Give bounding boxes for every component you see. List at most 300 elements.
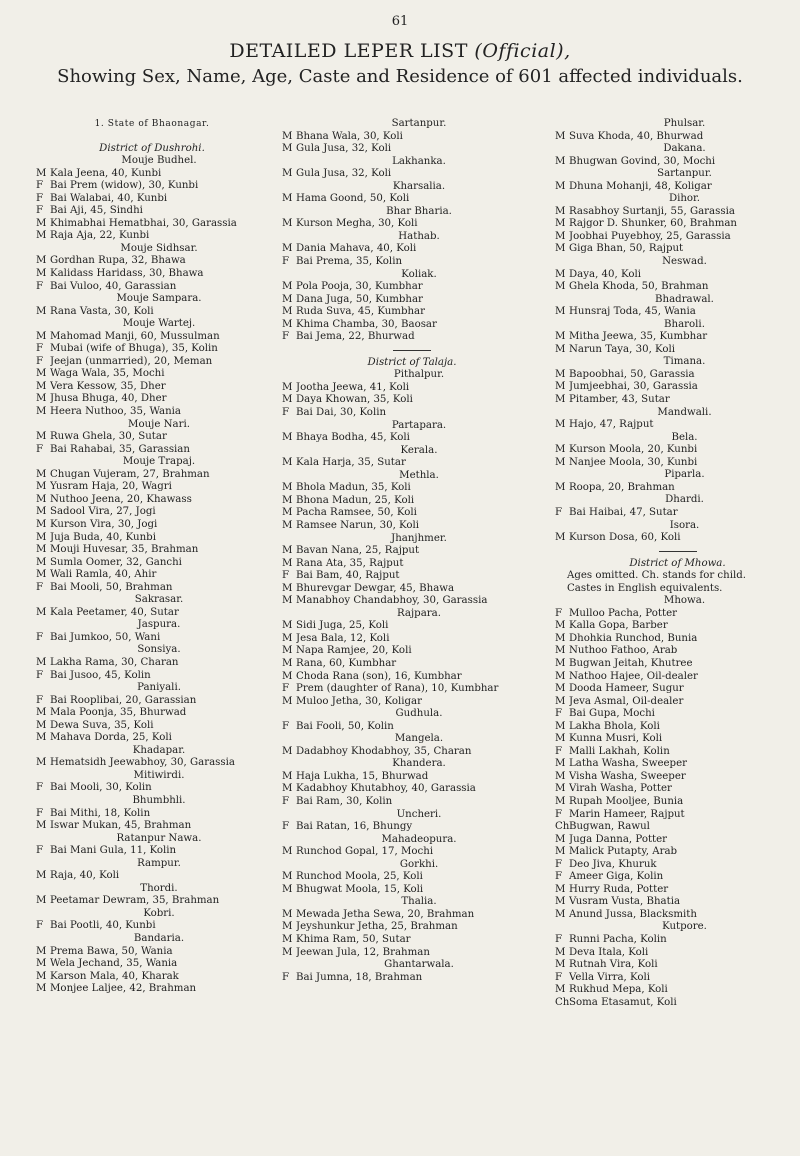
leper-entry (282, 721, 542, 734)
entry-text: Ramsee Narun, 30, Koli (296, 519, 420, 531)
entry-text: Kala Jeena, 40, Kunbi (50, 167, 162, 179)
leper-entry (555, 331, 800, 344)
sex-code: M (282, 871, 293, 883)
entry-text: Gula Jusa, 32, Koli (296, 168, 392, 180)
leper-entry (282, 583, 542, 596)
place-heading: Bhumbhli. (132, 794, 186, 806)
entry-text: Bai Ratan, 16, Bhungy (296, 821, 413, 833)
sex-code: M (282, 921, 293, 933)
entry-text: Hurry Ruda, Potter (569, 883, 669, 895)
sex-code: M (555, 130, 566, 142)
place-heading: Rajpara. (397, 607, 441, 619)
entry-text: Ghela Khoda, 50, Brahman (569, 281, 709, 293)
entry-text: Dhuna Mohanji, 48, Koligar (569, 180, 712, 192)
place-heading: Neswad. (662, 256, 707, 268)
sex-code: M (282, 243, 293, 255)
leper-entry (36, 168, 268, 181)
sex-code: M (282, 306, 293, 318)
entry-text: Bai Walabai, 40, Kunbi (50, 192, 168, 204)
leper-entry (282, 218, 542, 231)
place-heading: Khandera. (392, 758, 446, 770)
leper-entry (282, 193, 542, 206)
place-heading: Mouje Nari. (128, 418, 190, 430)
leper-entry (555, 683, 800, 696)
place-heading: Mouje Sampara. (116, 293, 202, 305)
leper-entry (36, 444, 268, 457)
place-heading: Khadapar. (132, 744, 186, 756)
entry-text: Chugan Vujeram, 27, Brahman (50, 468, 210, 480)
leper-entry (282, 771, 542, 784)
entry-text: Ruwa Ghela, 30, Sutar (50, 431, 167, 443)
place-heading: Thordi. (140, 882, 178, 894)
entry-text: Bugwan, Rawul (569, 821, 650, 833)
sex-code: M (282, 620, 293, 632)
sex-code: M (36, 406, 47, 418)
leper-entry (555, 809, 800, 822)
sex-code: M (555, 984, 566, 996)
sex-code: F (36, 807, 44, 819)
entry-text: Kadabhoy Khutabhoy, 40, Garassia (296, 783, 476, 795)
sex-code: M (282, 168, 293, 180)
entry-text: Bhugwat Moola, 15, Koli (296, 883, 424, 895)
district-heading: District of Talaja. (367, 356, 457, 368)
leper-entry (555, 633, 800, 646)
leper-entry (36, 368, 268, 381)
sex-code: M (36, 167, 47, 179)
entry-text: Deo Jiva, Khuruk (569, 858, 657, 870)
leper-entry (555, 608, 800, 621)
entry-text: Muloo Jetha, 30, Koligar (296, 695, 422, 707)
title-official: (Official), (474, 40, 571, 62)
sex-code: M (555, 456, 566, 468)
page-number: 61 (391, 14, 409, 29)
entry-text: Lakha Bhola, Koli (569, 720, 660, 732)
leper-entry (282, 871, 542, 884)
entry-text: Bhugwan Govind, 30, Mochi (569, 155, 716, 167)
entry-text: Kalidass Haridass, 30, Bhawa (50, 268, 204, 280)
place-heading: Mhowa. (663, 595, 706, 607)
sex-code: M (555, 481, 566, 493)
sex-code: M (282, 494, 293, 506)
entry-text: Visha Washa, Sweeper (569, 770, 686, 782)
entry-text: Prema Bawa, 50, Wania (50, 945, 173, 957)
sex-code: M (36, 230, 47, 242)
sex-code: M (555, 632, 566, 644)
sex-code: M (555, 645, 566, 657)
leper-entry (36, 544, 268, 557)
leper-entry (36, 218, 268, 231)
entry-text: Bapoobhai, 50, Garassia (569, 368, 695, 380)
sex-code: F (36, 694, 44, 706)
sex-code: F (282, 683, 290, 695)
leper-entry (36, 845, 268, 858)
title-main: DETAILED LEPER LIST (229, 40, 468, 62)
place-heading: Pithalpur. (393, 369, 445, 381)
entry-text: Bai Mithi, 18, Kolin (50, 807, 151, 819)
sex-code: F (36, 845, 44, 857)
leper-entry (36, 808, 268, 821)
entry-text: Anund Jussa, Blacksmith (569, 908, 697, 920)
leper-entry (36, 519, 268, 532)
sex-code: M (282, 632, 293, 644)
sex-code: M (36, 544, 47, 556)
entry-text: Pola Pooja, 30, Kumbhar (296, 281, 423, 293)
leper-entry (36, 895, 268, 908)
sex-code: F (555, 808, 563, 820)
leper-entry (282, 796, 542, 809)
sex-code: M (555, 846, 566, 858)
entry-text: Bai Aji, 45, Sindhi (50, 205, 143, 217)
leper-entry (555, 721, 800, 734)
leper-entry (36, 331, 268, 344)
place-heading: Dakana. (663, 143, 706, 155)
entry-text: Bai Jusoo, 45, Kolin (50, 669, 151, 681)
sex-code: M (36, 217, 47, 229)
leper-entry (282, 909, 542, 922)
sex-code: M (282, 519, 293, 531)
leper-entry (555, 658, 800, 671)
leper-entry (555, 884, 800, 897)
leper-entry (282, 319, 542, 332)
sex-code: M (36, 569, 47, 581)
entry-text: Dadabhoy Khodabhoy, 35, Charan (296, 745, 472, 757)
entry-text: Joobhai Puyebhoy, 25, Garassia (569, 230, 731, 242)
leper-entry (555, 156, 800, 169)
leper-entry (282, 243, 542, 256)
entry-text: Suva Khoda, 40, Bhurwad (569, 130, 704, 142)
entry-text: Kala Harja, 35, Sutar (296, 457, 406, 469)
place-heading: Mouje Trapaj. (122, 456, 196, 468)
leper-entry (282, 821, 542, 834)
sex-code: M (36, 958, 47, 970)
entry-text: Rana, 60, Kumbhar (296, 657, 397, 669)
entry-text: Narun Taya, 30, Koli (569, 343, 676, 355)
sex-code: M (282, 293, 293, 305)
leper-entry (282, 457, 542, 470)
leper-entry (282, 382, 542, 395)
entry-text: Ameer Giga, Kolin (569, 871, 664, 883)
entry-text: Soma Etasamut, Koli (569, 996, 677, 1008)
leper-entry (555, 783, 800, 796)
leper-entry (555, 243, 800, 256)
sex-code: M (36, 330, 47, 342)
entry-text: Mewada Jetha Sewa, 20, Brahman (296, 908, 475, 920)
entry-text: Bai Jumna, 18, Brahman (296, 971, 423, 983)
leper-entry (555, 947, 800, 960)
leper-entry (555, 696, 800, 709)
leper-entry (36, 870, 268, 883)
entry-text: Wali Ramla, 40, Ahir (50, 569, 157, 581)
entry-text: Mitha Jeewa, 35, Kumbhar (569, 331, 708, 343)
sex-code: F (36, 280, 44, 292)
entry-text: Sumla Oomer, 32, Ganchi (50, 556, 182, 568)
leper-entry (555, 708, 800, 721)
place-heading: Rampur. (137, 857, 181, 869)
sex-code: M (555, 670, 566, 682)
leper-entry (555, 457, 800, 470)
leper-entry (555, 231, 800, 244)
sex-code: M (555, 695, 566, 707)
sex-code: M (36, 707, 47, 719)
place-heading: Sonsiya. (137, 644, 181, 656)
entry-text: Wela Jechand, 35, Wania (50, 958, 178, 970)
leper-entry (282, 306, 542, 319)
leper-entry (36, 720, 268, 733)
sex-code: F (555, 607, 563, 619)
leper-entry (555, 507, 800, 520)
sex-code: M (36, 468, 47, 480)
leper-entry (282, 595, 542, 608)
place-heading: Sartanpur. (391, 118, 447, 129)
leper-entry (282, 520, 542, 533)
leper-entry (555, 846, 800, 859)
entry-text: Bai Bam, 40, Rajput (296, 570, 400, 582)
entry-text: Bai Dai, 30, Kolin (296, 407, 387, 419)
entry-text: Iswar Mukan, 45, Brahman (50, 820, 192, 832)
sex-code: F (555, 858, 563, 870)
entry-text: Bai Jema, 22, Bhurwad (296, 331, 415, 343)
entry-text: Waga Wala, 35, Mochi (50, 368, 165, 380)
place-heading: Paniyali. (137, 682, 181, 694)
sex-code: M (555, 833, 566, 845)
leper-entry (282, 658, 542, 671)
sex-code: M (282, 745, 293, 757)
leper-entry (36, 607, 268, 620)
leper-entry (555, 306, 800, 319)
entry-text: Karson Mala, 40, Kharak (50, 970, 179, 982)
place-heading: Hathab. (398, 230, 440, 242)
leper-entry (282, 143, 542, 156)
place-heading: Kobri. (143, 907, 175, 919)
entry-text: Khima Ram, 50, Sutar (296, 934, 411, 945)
leper-entry (36, 958, 268, 971)
entry-text: Juga Danna, Potter (569, 833, 668, 845)
leper-entry (282, 495, 542, 508)
sex-code: M (555, 368, 566, 380)
leper-entry (282, 570, 542, 583)
place-heading: Mouje Sidhsar. (120, 242, 198, 254)
sex-code: M (555, 783, 566, 795)
sex-code: M (555, 180, 566, 192)
leper-entry (282, 256, 542, 269)
sex-code: M (282, 934, 293, 945)
leper-entry (36, 193, 268, 206)
sex-code: M (282, 193, 293, 205)
place-heading: Dhardi. (665, 494, 704, 506)
leper-entry (282, 947, 542, 960)
leper-entry (555, 482, 800, 495)
entry-text: Bai Mooli, 50, Brahman (50, 581, 173, 593)
place-heading: Mouje Budhel. (121, 155, 197, 167)
leper-entry (555, 821, 800, 834)
entry-text: Jesa Bala, 12, Koli (296, 632, 390, 644)
leper-entry (555, 997, 800, 1010)
leper-entry (36, 469, 268, 482)
leper-entry (282, 746, 542, 759)
leper-entry (555, 218, 800, 231)
sex-code: M (282, 394, 293, 406)
entry-text: Dania Mahava, 40, Koli (296, 243, 417, 255)
leper-entry (555, 859, 800, 872)
sex-code: F (36, 205, 44, 217)
leper-entry (282, 633, 542, 646)
sex-code: M (555, 306, 566, 318)
place-heading: Dihor. (668, 193, 701, 205)
entry-text: Vusram Vusta, Bhatia (569, 896, 681, 908)
sex-code: M (282, 482, 293, 494)
entry-text: Sadool Vira, 27, Jogi (50, 506, 156, 518)
entry-text: Rukhud Mepa, Koli (569, 984, 668, 996)
entry-text: Dana Juga, 50, Kumbhar (296, 293, 423, 305)
entry-text: Peetamar Dewram, 35, Brahman (50, 895, 220, 907)
leper-entry (555, 181, 800, 194)
entry-text: Vera Kessow, 35, Dher (50, 380, 166, 392)
entry-text: Malli Lakhah, Kolin (569, 745, 670, 757)
entry-text: Yusram Haja, 20, Wagri (50, 481, 172, 493)
leper-entry (36, 707, 268, 720)
leper-entry (36, 983, 268, 996)
sex-code: M (36, 481, 47, 493)
entry-text: Rupah Mooljee, Bunia (569, 795, 684, 807)
entry-text: Daya, 40, Koli (569, 268, 641, 280)
sex-code: M (282, 432, 293, 444)
leper-entry (282, 331, 542, 344)
entry-text: Kala Peetamer, 40, Sutar (50, 606, 179, 618)
sex-code: M (555, 218, 566, 230)
entry-text: Ruda Suva, 45, Kumbhar (296, 306, 425, 318)
sex-code: F (555, 708, 563, 720)
entry-text: Deva Itala, Koli (569, 946, 649, 958)
leper-entry (555, 746, 800, 759)
entry-text: Bhurevgar Dewgar, 45, Bhawa (296, 582, 455, 594)
sex-code: M (36, 732, 47, 744)
leper-entry (36, 582, 268, 595)
sex-code: F (36, 782, 44, 794)
leper-entry (282, 645, 542, 658)
leper-entry (36, 920, 268, 933)
place-heading: Lakhanka. (392, 155, 446, 167)
place-heading: Mahadeopura. (381, 833, 457, 845)
sex-code: F (36, 355, 44, 367)
sex-code: M (36, 368, 47, 380)
leper-entry (36, 695, 268, 708)
entry-text: Hematsidh Jeewabhoy, 30, Garassia (50, 757, 235, 769)
entry-text: Gordhan Rupa, 32, Bhawa (50, 255, 186, 267)
sex-code: M (555, 444, 566, 456)
leper-entry (36, 356, 268, 369)
leper-entry (555, 269, 800, 282)
sex-code: M (36, 268, 47, 280)
sex-code: M (36, 531, 47, 543)
sex-code: M (282, 670, 293, 682)
sex-code: F (282, 795, 290, 807)
place-heading: Bela. (671, 431, 698, 443)
leper-entry (282, 972, 542, 985)
sex-code: M (282, 657, 293, 669)
district-heading: District of Dushrohi. (99, 142, 205, 154)
leper-entry (555, 369, 800, 382)
place-heading: Bhar Bharia. (386, 205, 452, 217)
leper-entry (282, 482, 542, 495)
place-heading: Methla. (399, 469, 439, 481)
sex-code: M (282, 645, 293, 657)
column-2 (282, 118, 542, 984)
sex-code: M (36, 870, 47, 882)
place-heading: Bandaria. (133, 933, 185, 944)
sex-code: F (282, 720, 290, 732)
sex-code: M (555, 419, 566, 431)
sex-code: F (282, 821, 290, 833)
entry-text: Bhona Madun, 25, Koli (296, 494, 415, 506)
sex-code: M (555, 657, 566, 669)
place-heading: Kharsalia. (392, 180, 446, 192)
leper-entry (36, 820, 268, 833)
sex-code: M (282, 143, 293, 155)
entry-text: Nathoo Hajee, Oil-dealer (569, 670, 698, 682)
leper-entry (36, 230, 268, 243)
leper-entry (555, 444, 800, 457)
entry-text: Latha Washa, Sweeper (569, 758, 687, 770)
sex-code: F (555, 971, 563, 983)
entry-text: Heera Nuthoo, 35, Wania (50, 406, 181, 418)
leper-entry (282, 783, 542, 796)
entry-text: Kurson Dosa, 60, Koli (569, 532, 681, 544)
entry-text: Bhaya Bodha, 45, Koli (296, 432, 410, 444)
entry-text: Lakha Rama, 30, Charan (50, 656, 179, 668)
entry-text: Napa Ramjee, 20, Koli (296, 645, 412, 657)
sex-code: M (282, 582, 293, 594)
entry-text: Khima Chamba, 30, Baosar (296, 318, 437, 330)
leper-entry (555, 972, 800, 985)
sex-code: M (36, 895, 47, 907)
note-text: Castes in English equivalents. (567, 582, 723, 594)
sex-code: F (36, 920, 44, 932)
sex-code: F (282, 407, 290, 419)
leper-entry (555, 771, 800, 784)
leper-entry (555, 896, 800, 909)
leper-entry (282, 683, 542, 696)
entry-text: Jeyshunkur Jetha, 25, Brahman (296, 921, 458, 933)
sex-code: F (36, 581, 44, 593)
place-heading: Sakrasar. (134, 594, 184, 606)
sex-code: F (36, 343, 44, 355)
sex-code: M (282, 695, 293, 707)
leper-entry (555, 394, 800, 407)
place-heading: Mitiwirdi. (133, 769, 185, 781)
entry-text: Nuthoo Fathoo, Arab (569, 645, 678, 657)
leper-entry (36, 306, 268, 319)
section-divider (393, 350, 431, 351)
sex-code: Ch (555, 821, 570, 833)
leper-entry (555, 984, 800, 997)
sex-code: M (36, 656, 47, 668)
leper-entry (555, 871, 800, 884)
leper-entry (282, 671, 542, 684)
leper-entry (36, 732, 268, 745)
entry-text: Pitamber, 43, Sutar (569, 394, 670, 406)
entry-text: Bai Ram, 30, Kolin (296, 795, 393, 807)
place-heading: Kutpore. (662, 921, 707, 933)
place-heading: Bhadrawal. (655, 293, 714, 305)
sex-code: M (555, 394, 566, 406)
sex-code: F (282, 971, 290, 983)
sex-code: M (282, 457, 293, 469)
entry-text: Dewa Suva, 35, Koli (50, 719, 154, 731)
entry-text: Bai Rahabai, 35, Garassian (50, 443, 190, 455)
entry-text: Bai Vuloo, 40, Garassian (50, 280, 177, 292)
entry-text: Jootha Jeewa, 41, Koli (296, 381, 410, 393)
entry-text: Haja Lukha, 15, Bhurwad (296, 770, 429, 782)
